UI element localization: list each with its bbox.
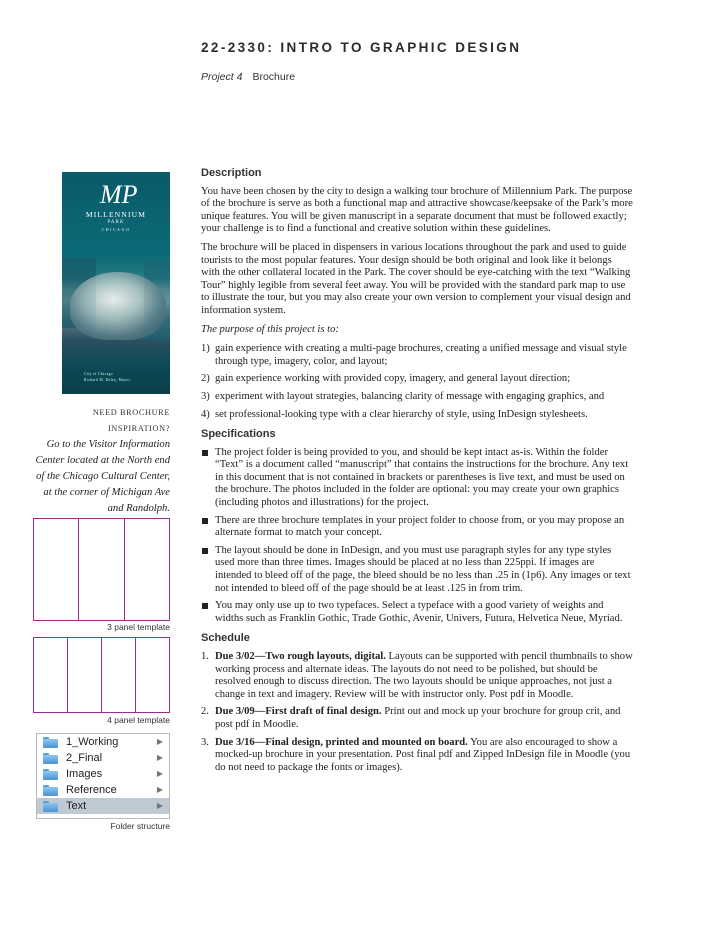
purpose-intro: The purpose of this project is to: bbox=[201, 323, 339, 335]
purpose-text: gain experience with creating a multi-page brochures, creating a unified message and visual style through type, imagery, color, and layout; bbox=[215, 343, 627, 367]
four-panel-label: 4 panel template bbox=[107, 715, 170, 725]
cover-caption-1: City of Chicago bbox=[84, 372, 113, 376]
purpose-number: 2) bbox=[201, 373, 210, 385]
specification-item bbox=[201, 447, 633, 510]
description-paragraph: The brochure will be placed in dispensers in various locations throughout the park and used to guide tourists to the most popular features. Your design should be both original and look like it belongs with the other collateral located in the Park. The cover should be eye-catching with the text “Walking Tour” highly legible from several feet away. You will be provided with the standard park map to use to illustrate the tour, but you may also create your own version to complement your visual design and information system. bbox=[201, 241, 631, 316]
folder-name: Text bbox=[66, 800, 87, 812]
schedule-text: Layouts can be supported with pencil thumbnails to show working process and alternate ideas. The layouts do not need to be polished, but should be resolved enough to discuss direction. The two layouts should be unique approaches, not just a change in text and imagery. Review will be with instructor only. Post pdf in Moodle. bbox=[215, 651, 633, 700]
purpose-item bbox=[201, 373, 633, 386]
template-panel bbox=[102, 638, 136, 712]
folder-item bbox=[37, 782, 169, 798]
schedule-heading: Schedule bbox=[201, 632, 250, 645]
schedule-number: 1. bbox=[201, 651, 209, 662]
project-number: Project 4 bbox=[201, 71, 243, 83]
main-content bbox=[201, 167, 633, 779]
sidebar-heading: NEED BROCHURE INSPIRATION? bbox=[92, 408, 170, 433]
template-panel bbox=[136, 638, 169, 712]
schedule-text: Print out and mock up your brochure for group crit, and post pdf in Moodle. bbox=[215, 706, 621, 730]
specification-item bbox=[201, 545, 633, 595]
template-panel bbox=[125, 519, 169, 620]
specification-text: There are three brochure templates in your project folder to choose from, or you may propose an alternate format to match your concept. bbox=[215, 514, 625, 539]
folder-icon bbox=[43, 785, 58, 796]
folder-item-selected bbox=[37, 798, 169, 814]
purpose-item bbox=[201, 343, 633, 368]
chevron-right-icon: ▶ bbox=[156, 769, 163, 778]
schedule-item bbox=[201, 737, 633, 775]
purpose-item bbox=[201, 409, 633, 422]
schedule-number: 3. bbox=[201, 736, 209, 748]
folder-item bbox=[37, 734, 169, 750]
folder-icon bbox=[43, 753, 58, 764]
sidebar-note bbox=[30, 405, 170, 517]
template-panel bbox=[34, 519, 79, 620]
three-panel-template bbox=[33, 518, 170, 621]
chevron-right-icon: ▶ bbox=[156, 737, 163, 746]
cover-logo-park: PARK bbox=[107, 220, 125, 225]
schedule-number: 2. bbox=[201, 706, 209, 718]
purpose-text: gain experience working with provided copy, imagery, and general layout direction; bbox=[215, 373, 571, 385]
schedule-due: Due 3/02—Two rough layouts, digital. bbox=[215, 651, 386, 662]
folder-name: 1_Working bbox=[66, 736, 119, 748]
schedule-item bbox=[201, 706, 633, 731]
schedule-text: You are also encouraged to show a mocked-up brochure in your presentation. Post final pdf and Zipped InDesign file in Moodle (you do not need to package the fonts or images). bbox=[215, 736, 631, 773]
folder-name: Images bbox=[66, 768, 103, 780]
project-line bbox=[201, 71, 295, 83]
template-panel bbox=[34, 638, 68, 712]
bullet-square-icon bbox=[202, 450, 208, 456]
specifications-heading: Specifications bbox=[201, 428, 276, 441]
three-panel-label: 3 panel template bbox=[107, 622, 170, 632]
folder-item bbox=[37, 766, 169, 782]
schedule-item bbox=[201, 651, 633, 701]
description-heading: Description bbox=[201, 167, 262, 179]
cover-logo-city: CHICAGO bbox=[101, 227, 131, 232]
course-title: 22-2330: INTRO TO GRAPHIC DESIGN bbox=[201, 40, 522, 55]
chevron-right-icon: ▶ bbox=[156, 753, 163, 762]
sidebar-text: Go to the Visitor Information Center located at the North end of the Chicago Cultural Center, at the corner of Michigan Ave and Randolph. bbox=[35, 439, 170, 514]
folder-item bbox=[37, 750, 169, 766]
purpose-number: 3) bbox=[201, 390, 210, 402]
purpose-text: experiment with layout strategies, balancing clarity of message with engaging graphics, and bbox=[215, 390, 605, 402]
four-panel-template bbox=[33, 637, 170, 713]
project-name: Brochure bbox=[252, 71, 296, 83]
specification-text: You may only use up to two typefaces. Select a typeface with a good variety of weights and widths such as Franklin Gothic, Trade Gothic, Avenir, Univers, Futura, Helvetica Neue, Myriad. bbox=[215, 600, 623, 624]
specification-item bbox=[201, 515, 633, 540]
folder-icon bbox=[43, 737, 58, 748]
purpose-text: set professional-looking type with a clear hierarchy of style, using InDesign stylesheets. bbox=[215, 408, 588, 420]
specification-text: The project folder is being provided to you, and should be kept intact as-is. Within the folder “Text” is a document called “manuscript” that contains the instructions for the brochure. Any text in this document that is not contained in brackets or parentheses is live text, and must be used on the brochure. The photos included in the folder are optional: you may create your own graphics (including photos and illustrations) for the project. bbox=[215, 446, 629, 509]
folder-icon bbox=[43, 801, 58, 812]
folder-name: Reference bbox=[66, 784, 117, 796]
bullet-square-icon bbox=[202, 518, 208, 524]
schedule-due: Due 3/16—Final design, printed and mounted on board. bbox=[215, 736, 468, 748]
purpose-number: 4) bbox=[201, 408, 210, 420]
cover-sculpture bbox=[70, 272, 166, 340]
chevron-right-icon: ▶ bbox=[156, 801, 163, 810]
schedule-due: Due 3/09—First draft of final design. bbox=[215, 706, 382, 718]
purpose-number: 1) bbox=[201, 343, 210, 355]
folder-name: 2_Final bbox=[66, 752, 103, 764]
folder-icon bbox=[43, 769, 58, 780]
specification-text: The layout should be done in InDesign, and you must use paragraph styles for any type styles used more than three times. Images should be placed at no less than 225ppi. If images are intended to bleed off of the page, the bleed should be no less than .25 in (1p6). Any images or text not intended to bleed off of the page should be at least .125 in from trim. bbox=[215, 544, 631, 594]
specification-item bbox=[201, 600, 633, 625]
folder-structure-label: Folder structure bbox=[110, 821, 170, 831]
description-paragraph: You have been chosen by the city to design a walking tour brochure of Millennium Park. The purpose of the brochure is serve as both a functional map and attractive showcase/keepsake of the Park’s more unique features. You will be given manuscript in a separate document that must be followed exactly; your challenge is to find a functional and creative solution within these guidelines. bbox=[201, 185, 633, 235]
cover-logo-name: MILLENNIUM bbox=[85, 210, 147, 219]
chevron-right-icon: ▶ bbox=[156, 785, 163, 794]
folder-structure-list bbox=[36, 733, 170, 819]
bullet-square-icon bbox=[202, 548, 208, 554]
template-panel bbox=[68, 638, 102, 712]
cover-logo-mark: MP bbox=[100, 180, 138, 209]
cover-caption-2: Richard M. Daley, Mayor bbox=[84, 378, 131, 382]
template-panel bbox=[79, 519, 124, 620]
brochure-cover-image bbox=[62, 172, 170, 394]
bullet-square-icon bbox=[202, 603, 208, 609]
purpose-item bbox=[201, 391, 633, 404]
